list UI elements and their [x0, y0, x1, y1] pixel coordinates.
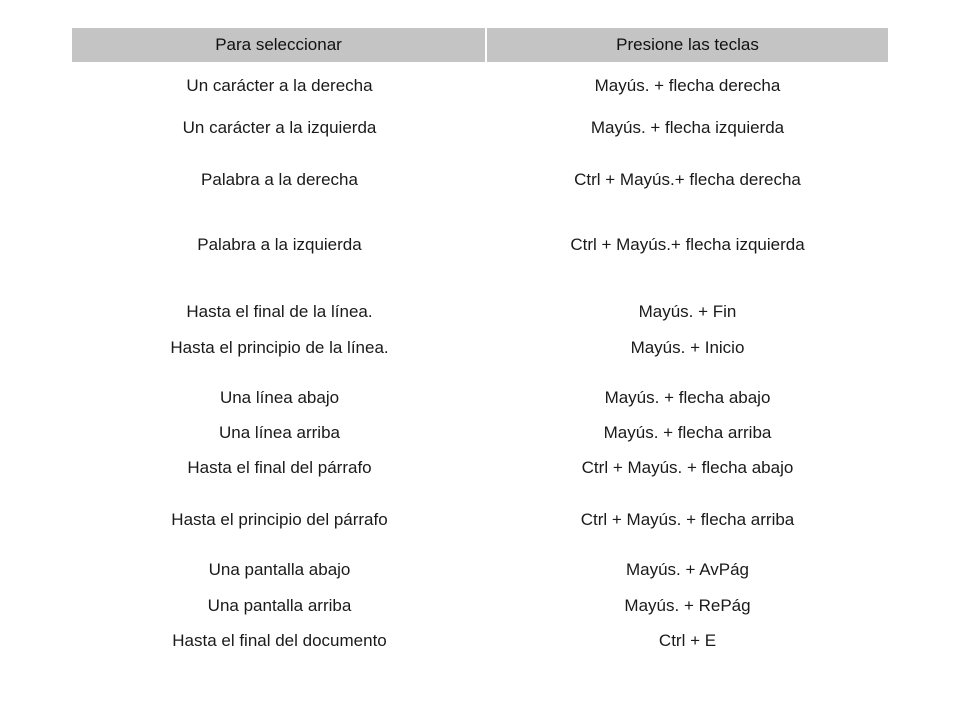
- selection-cell: Una pantalla abajo: [208, 560, 351, 579]
- table-row: [72, 422, 888, 444]
- header-keys-column: Presione las teclas: [616, 35, 759, 54]
- table-row: [72, 337, 888, 359]
- selection-cell: Hasta el final del párrafo: [187, 458, 372, 477]
- keys-cell: Mayús. + flecha izquierda: [590, 118, 785, 137]
- selection-cell: Una pantalla arriba: [207, 596, 352, 615]
- keys-cell: Mayús. + flecha arriba: [603, 423, 772, 442]
- keys-cell: Mayús. + AvPág: [625, 560, 749, 579]
- selection-cell: Una línea arriba: [219, 423, 340, 442]
- table-row: [72, 457, 888, 479]
- keys-cell: Ctrl + Mayús. + flecha abajo: [581, 458, 794, 477]
- selection-cell: Hasta el principio de la línea.: [170, 338, 389, 357]
- table-row: [72, 387, 888, 409]
- selection-cell: Hasta el final de la línea.: [186, 302, 373, 321]
- table-row: [72, 630, 888, 652]
- selection-cell: Un carácter a la derecha: [186, 76, 373, 95]
- table-header: [72, 28, 888, 62]
- keys-cell: Mayús. + Fin: [638, 302, 737, 321]
- keys-cell: Mayús. + Inicio: [630, 338, 745, 357]
- shortcut-table: [72, 28, 888, 650]
- keys-cell: Mayús. + flecha derecha: [594, 76, 781, 95]
- keys-cell: Mayús. + flecha abajo: [604, 388, 771, 407]
- selection-cell: Hasta el principio del párrafo: [171, 510, 388, 529]
- selection-cell: Un carácter a la izquierda: [182, 118, 377, 137]
- table-row: [72, 75, 888, 97]
- table-row: [72, 595, 888, 617]
- header-select-column: Para seleccionar: [72, 28, 487, 62]
- table-row: [72, 117, 888, 139]
- keys-cell: Ctrl + Mayús. + flecha arriba: [580, 510, 795, 529]
- table-row: [72, 169, 888, 191]
- selection-cell: Palabra a la izquierda: [197, 235, 362, 254]
- table-row: [72, 509, 888, 531]
- keys-cell: Ctrl + E: [658, 631, 717, 650]
- keys-cell: Mayús. + RePág: [624, 596, 751, 615]
- selection-cell: Hasta el final del documento: [172, 631, 387, 650]
- table-row: [72, 301, 888, 323]
- selection-cell: Palabra a la derecha: [201, 170, 358, 189]
- keys-cell: Ctrl + Mayús.+ flecha izquierda: [570, 235, 805, 254]
- selection-cell: Una línea abajo: [219, 388, 340, 407]
- table-row: [72, 559, 888, 581]
- keys-cell: Ctrl + Mayús.+ flecha derecha: [574, 170, 801, 189]
- table-row: [72, 234, 888, 256]
